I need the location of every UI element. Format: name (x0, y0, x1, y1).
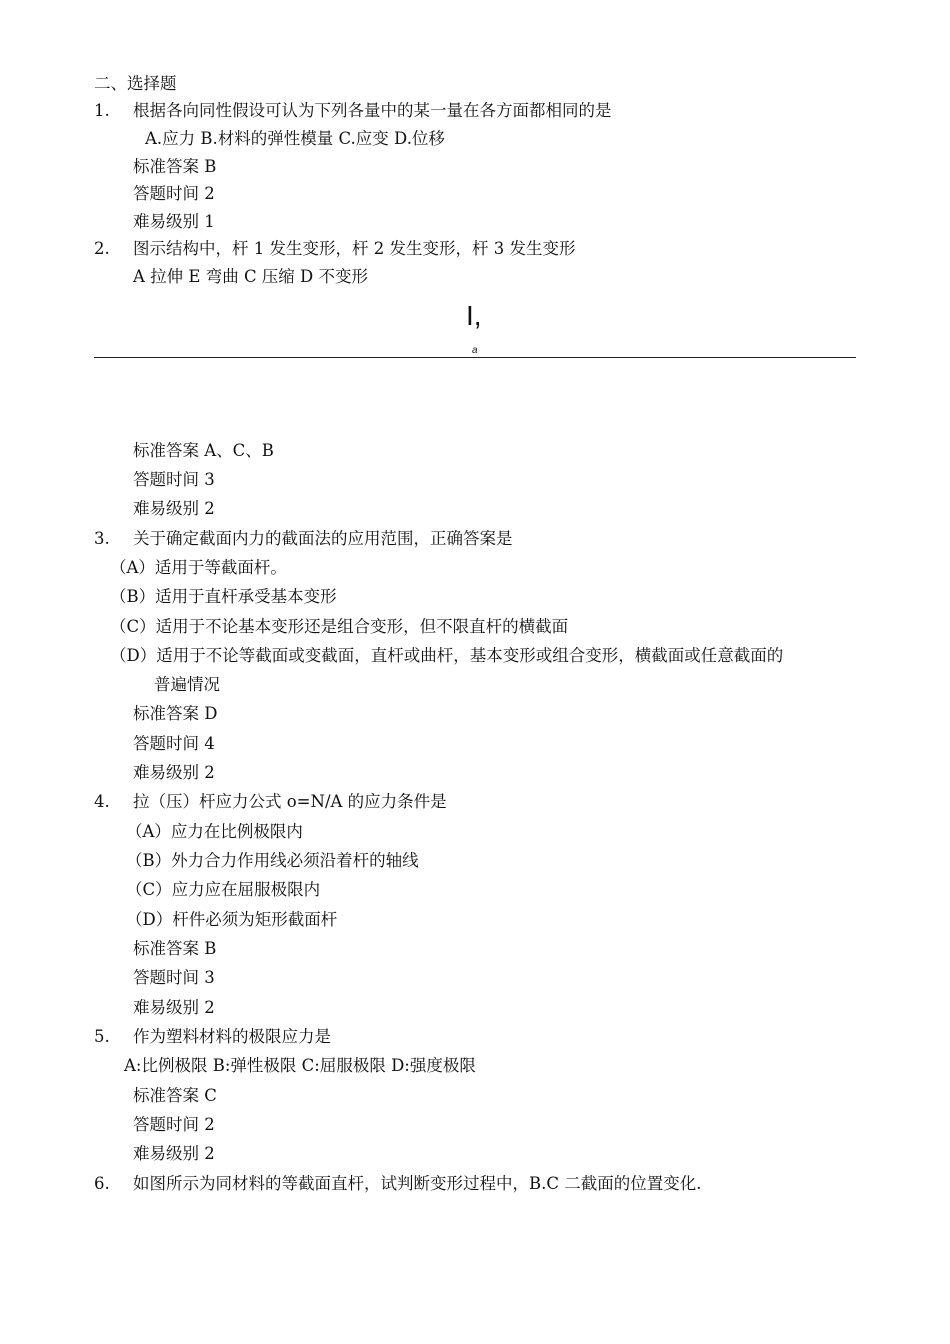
answer-time: 答题时间 3 (133, 968, 215, 987)
question-option-d: （D）杆件必须为矩形截面杆 (126, 910, 338, 929)
standard-answer: 标准答案 A、C、B (133, 441, 274, 460)
question-option-a: （A）应力在比例极限内 (126, 822, 303, 841)
question-option-a: （A）适用于等截面杆。 (110, 558, 287, 577)
answer-time: 答题时间 2 (133, 184, 215, 203)
question-option-d-continued: 普遍情况 (154, 675, 220, 694)
question-number: 3. (94, 529, 110, 548)
standard-answer: 标准答案 B (133, 939, 217, 958)
question-options: A.应力 B.材料的弹性模量 C.应变 D.位移 (145, 129, 445, 148)
question-stem: 根据各向同性假设可认为下列各量中的某一量在各方面都相同的是 (133, 101, 612, 120)
difficulty-level: 难易级别 2 (133, 998, 215, 1017)
question-stem: 拉（压）杆应力公式 o=N/A 的应力条件是 (133, 792, 447, 811)
standard-answer: 标准答案 B (133, 157, 217, 176)
difficulty-level: 难易级别 2 (133, 763, 215, 782)
section-title: 二、选择题 (94, 74, 177, 93)
difficulty-level: 难易级别 1 (133, 212, 215, 231)
answer-time: 答题时间 4 (133, 734, 215, 753)
question-option-b: （B）外力合力作用线必须沿着杆的轴线 (126, 851, 419, 870)
question-number: 2. (94, 239, 110, 258)
question-options: A:比例极限 B:弹性极限 C:屈服极限 D:强度极限 (124, 1056, 476, 1075)
answer-time: 答题时间 3 (133, 470, 215, 489)
difficulty-level: 难易级别 2 (133, 1144, 215, 1163)
question-number: 1. (94, 101, 110, 120)
question-stem: 如图所示为同材料的等截面直杆，试判断变形过程中，B.C 二截面的位置变化. (133, 1174, 702, 1193)
standard-answer: 标准答案 D (133, 704, 218, 723)
answer-time: 答题时间 2 (133, 1115, 215, 1134)
question-options: A 拉伸 E 弯曲 C 压缩 D 不变形 (133, 267, 369, 286)
question-number: 4. (94, 792, 110, 811)
standard-answer: 标准答案 C (133, 1086, 217, 1105)
figure-label: a (472, 345, 478, 356)
question-option-d: （D）适用于不论等截面或变截面，直杆或曲杆，基本变形或组合变形，横截面或任意截面的 (110, 646, 784, 665)
question-stem: 作为塑料材料的极限应力是 (133, 1027, 331, 1046)
figure-glyph: I, (466, 300, 482, 331)
question-option-c: （C）适用于不论基本变形还是组合变形，但不限直杆的横截面 (110, 617, 569, 636)
question-option-b: （B）适用于直杆承受基本变形 (110, 587, 337, 606)
question-stem: 关于确定截面内力的截面法的应用范围，正确答案是 (133, 529, 513, 548)
question-number: 6. (94, 1174, 110, 1193)
difficulty-level: 难易级别 2 (133, 499, 215, 518)
question-number: 5. (94, 1027, 110, 1046)
figure-baseline (94, 357, 856, 358)
question-option-c: （C）应力应在屈服极限内 (126, 880, 321, 899)
question-stem: 图示结构中，杆 1 发生变形，杆 2 发生变形，杆 3 发生变形 (133, 239, 576, 258)
